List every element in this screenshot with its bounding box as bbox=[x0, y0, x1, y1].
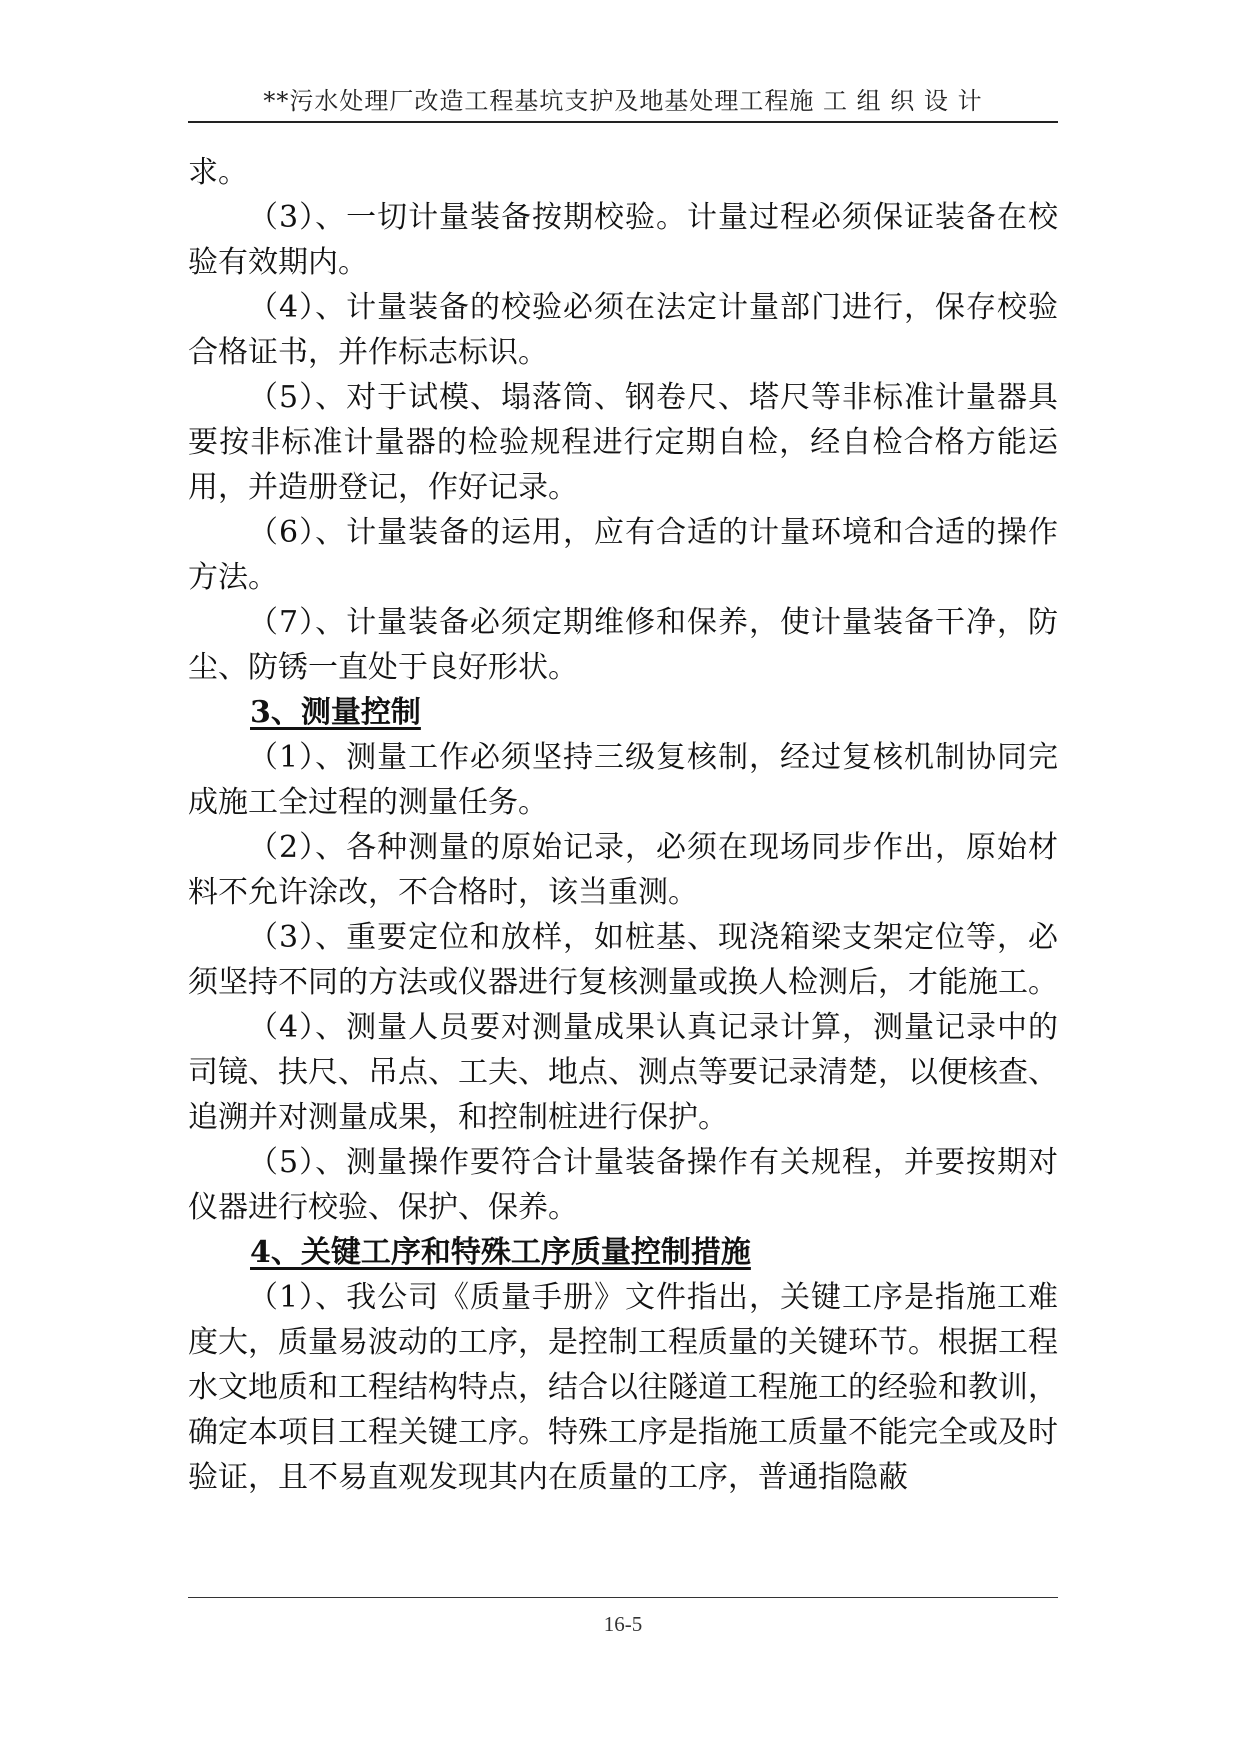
running-header: **污水处理厂改造工程基坑支护及地基处理工程施 工 组 织 设 计 bbox=[263, 87, 983, 115]
paragraph-continuation: 求。 bbox=[188, 155, 248, 190]
footer-divider bbox=[188, 1597, 1058, 1598]
paragraph-survey-1: （1）、测量工作必须坚持三级复核制，经过复核机制协同完成施工全过程的测量任务。 bbox=[188, 740, 1058, 820]
paragraph-item-4-legal-calibration: （4）、计量装备的校验必须在法定计量部门进行，保存校验合格证书，并作标志标识。 bbox=[188, 290, 1058, 370]
paragraph-item-6-usage: （6）、计量装备的运用，应有合适的计量环境和合适的操作方法。 bbox=[188, 515, 1058, 595]
paragraph-item-3-calibration: （3）、一切计量装备按期校验。计量过程必须保证装备在校验有效期内。 bbox=[188, 200, 1058, 280]
paragraph-survey-5: （5）、测量操作要符合计量装备操作有关规程，并要按期对仪器进行校验、保护、保养。 bbox=[188, 1145, 1058, 1225]
paragraph-survey-2: （2）、各种测量的原始记录，必须在现场同步作出，原始材料不允许涂改，不合格时，该当重测。 bbox=[188, 830, 1058, 910]
paragraph-item-7-maintenance: （7）、计量装备必须定期维修和保养，使计量装备干净，防尘、防锈一直处于良好形状。 bbox=[188, 605, 1058, 685]
paragraph-item-5-nonstandard-instruments: （5）、对于试模、塌落筒、钢卷尺、塔尺等非标准计量器具要按非标准计量器的检验规程进行定期自检，经自检合格方能运用，并造册登记，作好记录。 bbox=[188, 380, 1058, 505]
page-number: 16-5 bbox=[603, 1612, 643, 1636]
section-heading-4: 4、关键工序和特殊工序质量控制措施 bbox=[250, 1235, 751, 1270]
paragraph-survey-4: （4）、测量人员要对测量成果认真记录计算，测量记录中的司镜、扶尺、吊点、工夫、地点、测点等要记录清楚，以便核查、追溯并对测量成果，和控制桩进行保护。 bbox=[188, 1010, 1058, 1135]
paragraph-key-process-1: （1）、我公司《质量手册》文件指出，关键工序是指施工难度大，质量易波动的工序，是控制工程质量的关键环节。根据工程水文地质和工程结构特点，结合以往隧道工程施工的经验和教训，确定本项目工程关键工序。特殊工序是指施工质量不能完全或及时验证，且不易直观发现其内在质量的工序，普通指隐蔽 bbox=[188, 1280, 1058, 1495]
header-divider bbox=[188, 121, 1058, 123]
section-heading-3: 3、测量控制 bbox=[250, 695, 421, 730]
page-body bbox=[188, 150, 1058, 1500]
paragraph-survey-3: （3）、重要定位和放样，如桩基、现浇箱梁支架定位等，必须坚持不同的方法或仪器进行复核测量或换人检测后，才能施工。 bbox=[188, 920, 1058, 1000]
